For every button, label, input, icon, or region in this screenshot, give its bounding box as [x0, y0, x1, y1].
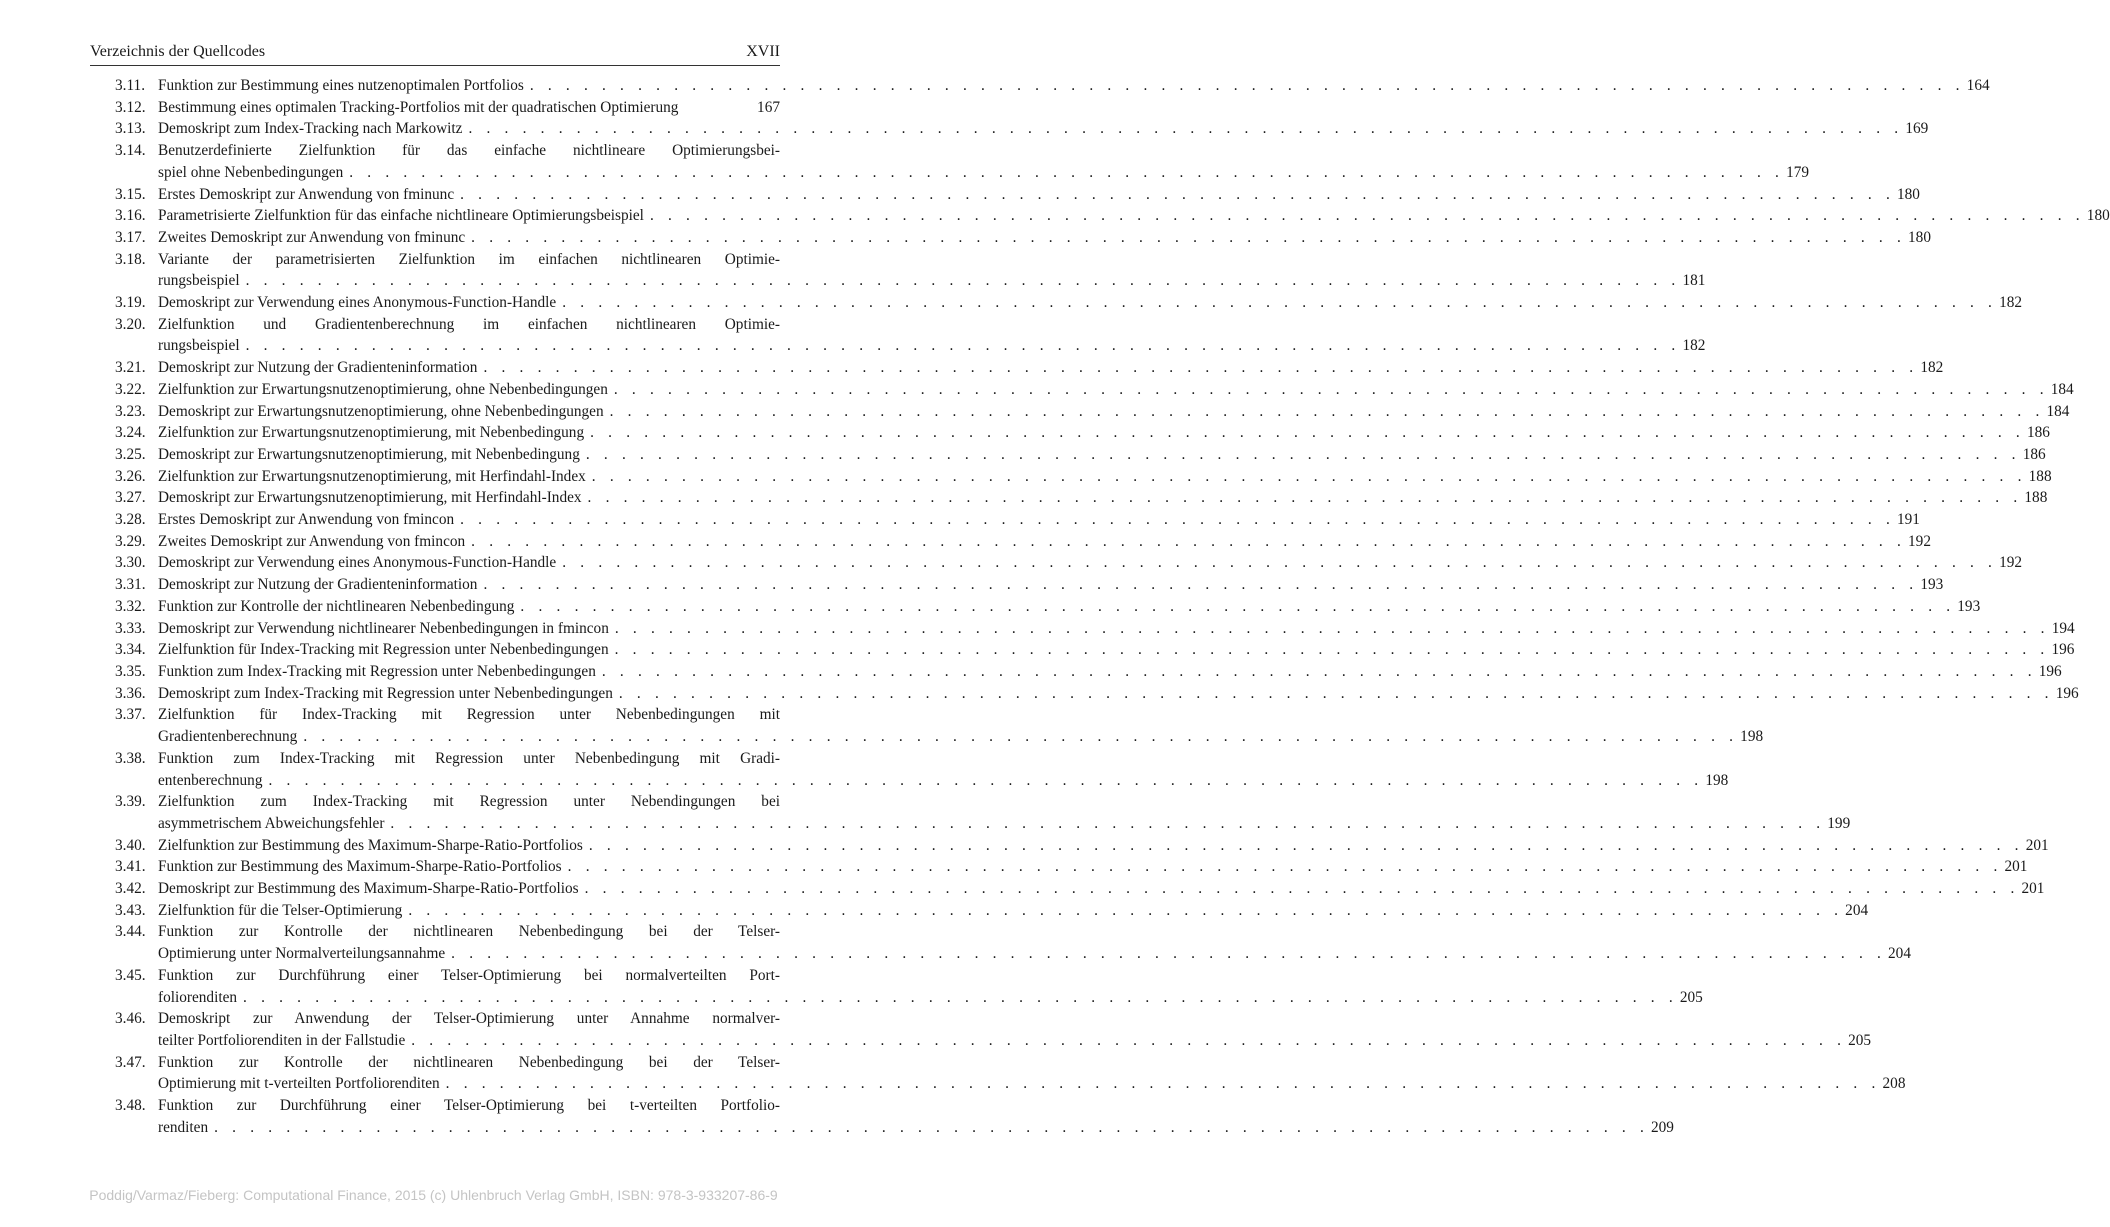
- entry-title: teilter Portfoliorenditen in der Fallstudie: [158, 1031, 406, 1049]
- entry-title: Funktion zur Bestimmung eines nutzenoptimalen Portfolios: [158, 77, 524, 94]
- entry-title: Erstes Demoskript zur Anwendung von fminunc: [158, 185, 455, 203]
- toc-entry[interactable]: [115, 965, 1703, 1008]
- dot-leader: . . . . . . . . . . . . . . . . . . . . . . . . . . . . . . . . . . . . . . . . . . . . . . . . . . . . . . . . . . . . . . . . . . . . . . . . . . . . . . . .: [471, 228, 1907, 246]
- entry-number: 3.27.: [115, 489, 146, 507]
- entry-page-number: 199: [1827, 814, 1851, 832]
- entry-number: 3.26.: [115, 467, 146, 485]
- entry-number: 3.48.: [115, 1097, 146, 1115]
- entry-number: 3.45.: [115, 966, 146, 984]
- entry-page-number: 169: [1905, 120, 1929, 138]
- dot-leader: . . . . . . . . . . . . . . . . . . . . . . . . . . . . . . . . . . . . . . . . . . . . . . . . . . . . . . . . . . . . . . . . . . . . . . . . . . . . . . . .: [471, 532, 1907, 550]
- toc-entry[interactable]: [115, 140, 1810, 183]
- dot-leader: . . . . . . . . . . . . . . . . . . . . . . . . . . . . . . . . . . . . . . . . . . . . . . . . . . . . . . . . . . . . . . . . . . . . . . . . . . . . . . . .: [349, 163, 1785, 181]
- page-number: XVII: [746, 43, 780, 60]
- toc-entry[interactable]: [115, 639, 2075, 661]
- entry-page-number: 205: [1679, 988, 1703, 1006]
- dot-leader: . . . . . . . . . . . . . . . . . . . . . . . . . . . . . . . . . . . . . . . . . . . . . . . . . . . . . . . . . . . . . . . . . . . . . . . . . . . . . . . .: [408, 901, 1844, 919]
- entry-title: Demoskript zur Nutzung der Gradienteninformation: [158, 359, 478, 377]
- entry-title: Funktion zur Durchführung einer Telser-Optimierung bei normalverteilten Port-: [158, 966, 780, 984]
- entry-title: Variante der parametrisierten Zielfunktion im einfachen nichtlinearen Optimie-: [158, 250, 780, 268]
- toc-entry[interactable]: [115, 357, 1944, 379]
- toc-entry[interactable]: [115, 618, 2075, 640]
- entry-page-number: 188: [2028, 467, 2052, 485]
- entry-title: Demoskript zur Verwendung eines Anonymous-Function-Handle: [158, 294, 557, 312]
- toc-entry[interactable]: [115, 118, 1929, 140]
- entry-number: 3.35.: [115, 662, 146, 680]
- dot-leader: . . . . . . . . . . . . . . . . . . . . . . . . . . . . . . . . . . . . . . . . . . . . . . . . . . . . . . . . . . . . . . . . . . . . . . . . . . . . . . . .: [584, 880, 2020, 898]
- dot-leader: . . . . . . . . . . . . . . . . . . . . . . . . . . . . . . . . . . . . . . . . . . . . . . . . . . . . . . . . . . . . . . . . . . . . . . . . . . . . . . . .: [411, 1031, 1847, 1049]
- toc-entry[interactable]: [115, 791, 1851, 834]
- dot-leader: . . . . . . . . . . . . . . . . . . . . . . . . . . . . . . . . . . . . . . . . . . . . . . . . . . . . . . . . . . . . . . . . . . . . . . . . . . . . . . . .: [268, 771, 1704, 789]
- entry-title: Zielfunktion für Index-Tracking mit Regression unter Nebenbedingungen: [158, 641, 609, 659]
- entry-title: Funktion zur Kontrolle der nichtlinearen Nebenbedingung bei der Telser-: [158, 1053, 780, 1071]
- dot-leader: . . . . . . . . . . . . . . . . . . . . . . . . . . . . . . . . . . . . . . . . . . . . . . . . . . . . . . . . . . . . . . . . . . . . . . . . . . . . . . . .: [390, 814, 1826, 832]
- entry-title: Parametrisierte Zielfunktion für das einfache nichtlineare Optimierungsbeispiel: [158, 207, 644, 225]
- toc-entry[interactable]: [115, 314, 1706, 357]
- dot-leader: . . . . . . . . . . . . . . . . . . . . . . . . . . . . . . . . . . . . . . . . . . . . . . . . . . . . . . . . . . . . . . . . . . . . . . . . . . . . . . . .: [590, 424, 2025, 442]
- toc-entry[interactable]: [115, 487, 2048, 509]
- entry-page-number: 186: [2022, 445, 2046, 463]
- toc-entry[interactable]: [115, 1095, 1674, 1138]
- entry-number: 3.34.: [115, 641, 146, 659]
- toc-entry[interactable]: [115, 401, 2070, 423]
- toc-entry[interactable]: [115, 921, 1911, 964]
- entry-page-number: 180: [1908, 228, 1931, 246]
- entry-number: 3.31.: [115, 576, 146, 594]
- entry-title: Zielfunktion zur Erwartungsnutzenoptimierung, ohne Nebenbedingungen: [158, 380, 608, 398]
- entry-number: 3.20.: [115, 315, 146, 333]
- toc-entry[interactable]: [115, 661, 2062, 683]
- entry-number: 3.42.: [115, 880, 146, 898]
- entry-page-number: 198: [1705, 771, 1729, 789]
- entry-page-number: 179: [1786, 163, 1810, 181]
- toc-entry[interactable]: [115, 574, 1944, 596]
- entry-number: 3.33.: [115, 619, 146, 637]
- entry-page-number: 198: [1740, 728, 1764, 746]
- entry-page-number: 209: [1650, 1118, 1674, 1136]
- entry-page-number: 201: [2025, 836, 2049, 854]
- entry-page-number: 205: [1848, 1031, 1872, 1049]
- entry-title: Zielfunktion und Gradientenberechnung im einfachen nichtlinearen Optimie-: [158, 315, 780, 333]
- entry-title: Demoskript zur Nutzung der Gradienteninformation: [158, 576, 478, 594]
- dot-leader: . . . . . . . . . . . . . . . . . . . . . . . . . . . . . . . . . . . . . . . . . . . . . . . . . . . . . . . . . . . . . . . . . . . . . . . . . . . . . . . .: [609, 402, 2045, 420]
- entry-title: Demoskript zur Erwartungsnutzenoptimierung, mit Herfindahl-Index: [158, 489, 582, 507]
- entry-number: 3.17.: [115, 228, 146, 246]
- dot-leader: . . . . . . . . . . . . . . . . . . . . . . . . . . . . . . . . . . . . . . . . . . . . . . . . . . . . . . . . . . . . . . . . . . . . . . . . . . . . . . . .: [214, 1118, 1649, 1136]
- entry-number: 3.21.: [115, 359, 146, 377]
- entry-number: 3.18.: [115, 250, 146, 268]
- entry-number: 3.38.: [115, 749, 146, 767]
- entry-number: 3.22.: [115, 380, 146, 398]
- entry-number: 3.39.: [115, 793, 146, 811]
- entry-page-number: 204: [1888, 945, 1911, 963]
- dot-leader: . . . . . . . . . . . . . . . . . . . . . . . . . . . . . . . . . . . . . . . . . . . . . . . . . . . . . . . . . . . . . . . . . . . . . . . . . . . . . . . .: [587, 489, 2023, 507]
- entry-number: 3.28.: [115, 511, 146, 529]
- dot-leader: . . . . . . . . . . . . . . . . . . . . . . . . . . . . . . . . . . . . . . . . . . . . . . . . . . . . . . . . . . . . . . . . . . . . . . . . . . . . . . . .: [618, 684, 2054, 702]
- entry-title: Funktion zum Index-Tracking mit Regression unter Nebenbedingung mit Gradi-: [158, 749, 780, 767]
- toc-entry[interactable]: [115, 683, 2079, 705]
- dot-leader: . . . . . . . . . . . . . . . . . . . . . . . . . . . . . . . . . . . . . . . . . . . . . . . . . . . . . . . . . . . . . . . . . . . . . . . . . . . . . . . .: [303, 728, 1739, 746]
- entry-number: 3.46.: [115, 1010, 146, 1028]
- toc-entry[interactable]: [115, 552, 2023, 574]
- entry-number: 3.15.: [115, 185, 146, 203]
- entry-number: 3.40.: [115, 836, 146, 854]
- entry-page-number: 192: [1999, 554, 2023, 572]
- entry-title: Demoskript zur Verwendung nichtlinearer Nebenbedingungen in fmincon: [158, 619, 609, 637]
- entry-number: 3.36.: [115, 684, 146, 702]
- entry-title: Zielfunktion für Index-Tracking mit Regression unter Nebenbedingungen mit: [158, 706, 780, 724]
- toc-entry[interactable]: [115, 444, 2046, 466]
- dot-leader: . . . . . . . . . . . . . . . . . . . . . . . . . . . . . . . . . . . . . . . . . . . . . . . . . . . . . . . . . . . . . . . . . . . . . . . . . . . . . . . .: [483, 359, 1919, 377]
- entry-title: Funktion zur Bestimmung des Maximum-Sharpe-Ratio-Portfolios: [158, 858, 562, 876]
- dot-leader: . . . . . . . . . . . . . . . . . . . . . . . . . . . . . . . . . . . . . . . . . . . . . . . . . . . . . . . . . . . . . . . . . . . . . . . . . . . . . . . .: [649, 207, 2085, 225]
- entry-number: 3.25.: [115, 445, 146, 463]
- entry-title: Zweites Demoskript zur Anwendung von fminunc: [158, 228, 466, 246]
- entry-title: Funktion zur Kontrolle der nichtlinearen Nebenbedingung bei der Telser-: [158, 923, 780, 941]
- dot-leader: . . . . . . . . . . . . . . . . . . . . . . . . . . . . . . . . . . . . . . . . . . . . . . . . . . . . . . . . . . . . . . . . . . . . . . . . . . . . . . . .: [614, 641, 2050, 659]
- entry-page-number: 184: [2046, 402, 2070, 420]
- entry-page-number: 180: [1896, 185, 1920, 203]
- entry-page-number: 191: [1896, 511, 1920, 529]
- dot-leader: . . . . . . . . . . . . . . . . . . . . . . . . . . . . . . . . . . . . . . . . . . . . . . . . . . . . . . . . . . . . . . . . . . . . . . . . . . . . . . . .: [562, 294, 1998, 312]
- entry-number: 3.16.: [115, 207, 146, 225]
- toc-entry[interactable]: [115, 596, 1981, 618]
- toc-entry[interactable]: [115, 531, 1931, 553]
- entry-title: Zielfunktion zum Index-Tracking mit Regression unter Nebendingungen bei: [158, 793, 780, 811]
- dot-leader: . . . . . . . . . . . . . . . . . . . . . . . . . . . . . . . . . . . . . . . . . . . . . . . . . . . . . . . . . . . . . . . . . . . . . . . . . . . . . . . .: [585, 445, 2021, 463]
- entry-page-number: 196: [2038, 662, 2062, 680]
- entry-title: Demoskript zur Erwartungsnutzenoptimierung, ohne Nebenbedingungen: [158, 402, 604, 420]
- entry-title: renditen: [158, 1118, 209, 1136]
- entry-page-number: 180: [2086, 207, 2110, 225]
- dot-leader: . . . . . . . . . . . . . . . . . . . . . . . . . . . . . . . . . . . . . . . . . . . . . . . . . . . . . . . . . . . . . . . . . . . . . . . . . . . . . . . .: [243, 988, 1678, 1006]
- entry-page-number: 201: [2021, 880, 2045, 898]
- toc-entry[interactable]: [115, 704, 1764, 747]
- entry-page-number: 204: [1845, 901, 1869, 919]
- entry-page-number: 182: [1682, 337, 1706, 355]
- dot-leader: . . . . . . . . . . . . . . . . . . . . . . . . . . . . . . . . . . . . . . . . . . . . . . . . . . . . . . . . . . . . . . . . . . . . . . . . . . . . . . . .: [614, 619, 2050, 637]
- entry-number: 3.37.: [115, 706, 146, 724]
- entry-page-number: 167: [757, 98, 780, 116]
- toc-entry[interactable]: [115, 227, 1931, 249]
- entry-title: Demoskript zum Index-Tracking mit Regression unter Nebenbedingungen: [158, 684, 613, 702]
- dot-leader: . . . . . . . . . . . . . . . . . . . . . . . . . . . . . . . . . . . . . . . . . . . . . . . . . . . . . . . . . . . . . . . . . . . . . . . . . . . . . . . .: [529, 77, 1965, 94]
- dot-leader: . . . . . . . . . . . . . . . . . . . . . . . . . . . . . . . . . . . . . . . . . . . . . . . . . . . . . . . . . . . . . . . . . . . . . . . . . . . . . . . .: [567, 858, 2003, 876]
- dot-leader: . . . . . . . . . . . . . . . . . . . . . . . . . . . . . . . . . . . . . . . . . . . . . . . . . . . . . . . . . . . . . . . . . . . . . . . . . . . . . . . .: [520, 597, 1956, 615]
- entry-page-number: 164: [1966, 77, 1990, 94]
- entry-title: Funktion zum Index-Tracking mit Regression unter Nebenbedingungen: [158, 662, 596, 680]
- entry-title: Zielfunktion zur Erwartungsnutzenoptimierung, mit Herfindahl-Index: [158, 467, 586, 485]
- toc-entry[interactable]: [115, 509, 1920, 531]
- toc-entry[interactable]: [115, 292, 2023, 314]
- toc-entry[interactable]: [115, 97, 780, 119]
- toc-entry[interactable]: [115, 205, 2110, 227]
- entry-page-number: 193: [1957, 597, 1981, 615]
- dot-leader: . . . . . . . . . . . . . . . . . . . . . . . . . . . . . . . . . . . . . . . . . . . . . . . . . . . . . . . . . . . . . . . . . . . . . . . . . . . . . . . .: [245, 272, 1681, 290]
- entry-page-number: 181: [1682, 272, 1706, 290]
- entry-title: Demoskript zum Index-Tracking nach Markowitz: [158, 120, 463, 138]
- dot-leader: . . . . . . . . . . . . . . . . . . . . . . . . . . . . . . . . . . . . . . . . . . . . . . . . . . . . . . . . . . . . . . . . . . . . . . . . . . . . . . . .: [588, 836, 2024, 854]
- dot-leader: . . . . . . . . . . . . . . . . . . . . . . . . . . . . . . . . . . . . . . . . . . . . . . . . . . . . . . . . . . . . . . . . . . . . . . . . . . . . . . . .: [460, 185, 1895, 203]
- dot-leader: . . . . . . . . . . . . . . . . . . . . . . . . . . . . . . . . . . . . . . . . . . . . . . . . . . . . . . . . . . . . . . . . . . . . . . . . . . . . . . . .: [601, 662, 2037, 680]
- dot-leader: . . . . . . . . . . . . . . . . . . . . . . . . . . . . . . . . . . . . . . . . . . . . . . . . . . . . . . . . . . . . . . . . . . . . . . . . . . . . . . . .: [460, 511, 1895, 529]
- running-header: [90, 43, 780, 66]
- entry-title: Zielfunktion zur Erwartungsnutzenoptimierung, mit Nebenbedingung: [158, 424, 585, 442]
- entry-page-number: 182: [1999, 294, 2023, 312]
- entry-page-number: 201: [2004, 858, 2028, 876]
- entry-number: 3.24.: [115, 424, 146, 442]
- toc-entry[interactable]: [115, 835, 2049, 857]
- entry-title: Zielfunktion für die Telser-Optimierung: [158, 901, 403, 919]
- entry-title: rungsbeispiel: [158, 272, 240, 290]
- entry-title: Optimierung mit t-verteilten Portfoliorenditen: [158, 1075, 440, 1093]
- entry-title: Funktion zur Durchführung einer Telser-Optimierung bei t-verteilten Portfolio-: [158, 1097, 780, 1115]
- entry-page-number: 194: [2051, 619, 2075, 637]
- entry-title: Zweites Demoskript zur Anwendung von fmincon: [158, 532, 466, 550]
- copyright-footer: Poddig/Varmaz/Fieberg: Computational Finance, 2015 (c) Uhlenbruch Verlag GmbH, ISBN: 978-3-933207-86-9: [89, 1187, 778, 1203]
- entry-page-number: 208: [1882, 1075, 1906, 1093]
- entry-number: 3.14.: [115, 142, 146, 160]
- dot-leader: . . . . . . . . . . . . . . . . . . . . . . . . . . . . . . . . . . . . . . . . . . . . . . . . . . . . . . . . . . . . . . . . . . . . . . . . . . . . . . . .: [245, 337, 1681, 355]
- dot-leader: . . . . . . . . . . . . . . . . . . . . . . . . . . . . . . . . . . . . . . . . . . . . . . . . . . . . . . . . . . . . . . . . . . . . . . . . . . . . . . . .: [483, 576, 1919, 594]
- entry-page-number: 193: [1920, 576, 1944, 594]
- entry-number: 3.43.: [115, 901, 146, 919]
- toc-entry[interactable]: [115, 422, 2050, 444]
- dot-leader: . . . . . . . . . . . . . . . . . . . . . . . . . . . . . . . . . . . . . . . . . . . . . . . . . . . . . . . . . . . . . . . . . . . . . . . . . . . . . . . .: [451, 945, 1887, 963]
- entry-title: Optimierung unter Normalverteilungsannahme: [158, 945, 446, 963]
- entry-title: Bestimmung eines optimalen Tracking-Portfolios mit der quadratischen Optimierung: [158, 98, 679, 116]
- toc-entry[interactable]: [115, 748, 1729, 791]
- toc-entry[interactable]: [115, 75, 1990, 97]
- entry-page-number: 182: [1920, 359, 1944, 377]
- entry-number: 3.41.: [115, 858, 146, 876]
- entry-page-number: 184: [2050, 380, 2074, 398]
- entry-page-number: 196: [2051, 641, 2075, 659]
- entry-title: Demoskript zur Verwendung eines Anonymous-Function-Handle: [158, 554, 557, 572]
- entry-number: 3.23.: [115, 402, 146, 420]
- entry-number: 3.44.: [115, 923, 146, 941]
- toc-entry[interactable]: [115, 184, 1920, 206]
- entry-number: 3.30.: [115, 554, 146, 572]
- entry-title: Erstes Demoskript zur Anwendung von fmincon: [158, 511, 455, 529]
- toc-entry[interactable]: [115, 878, 2045, 900]
- toc-entry[interactable]: [115, 856, 2028, 878]
- entry-page-number: 186: [2026, 424, 2050, 442]
- entry-title: Zielfunktion zur Bestimmung des Maximum-Sharpe-Ratio-Portfolios: [158, 836, 583, 854]
- dot-leader: . . . . . . . . . . . . . . . . . . . . . . . . . . . . . . . . . . . . . . . . . . . . . . . . . . . . . . . . . . . . . . . . . . . . . . . . . . . . . . . .: [613, 380, 2049, 398]
- toc-entry[interactable]: [115, 379, 2074, 401]
- entry-number: 3.19.: [115, 294, 146, 312]
- toc-entry[interactable]: [115, 249, 1706, 292]
- toc-entry[interactable]: [115, 466, 2052, 488]
- entry-page-number: 188: [2024, 489, 2048, 507]
- entry-number: 3.47.: [115, 1053, 146, 1071]
- entry-number: 3.29.: [115, 532, 146, 550]
- dot-leader: . . . . . . . . . . . . . . . . . . . . . . . . . . . . . . . . . . . . . . . . . . . . . . . . . . . . . . . . . . . . . . . . . . . . . . . . . . . . . . . .: [468, 120, 1904, 138]
- entry-title: entenberechnung: [158, 771, 263, 789]
- entry-title: Demoskript zur Bestimmung des Maximum-Sharpe-Ratio-Portfolios: [158, 880, 579, 898]
- entry-title: Benutzerdefinierte Zielfunktion für das einfache nichtlineare Optimierungsbei-: [158, 142, 780, 160]
- entry-title: asymmetrischem Abweichungsfehler: [158, 814, 385, 832]
- entry-title: spiel ohne Nebenbedingungen: [158, 163, 344, 181]
- toc-entry[interactable]: [115, 1052, 1906, 1095]
- entry-number: 3.11.: [115, 77, 146, 94]
- entry-number: 3.12.: [115, 98, 146, 116]
- entry-page-number: 196: [2055, 684, 2079, 702]
- running-header-title: Verzeichnis der Quellcodes: [90, 43, 266, 60]
- entry-title: Demoskript zur Anwendung der Telser-Optimierung unter Annahme normalver-: [158, 1010, 780, 1028]
- entry-title: Demoskript zur Erwartungsnutzenoptimierung, mit Nebenbedingung: [158, 445, 580, 463]
- entry-title: foliorenditen: [158, 988, 238, 1006]
- dot-leader: . . . . . . . . . . . . . . . . . . . . . . . . . . . . . . . . . . . . . . . . . . . . . . . . . . . . . . . . . . . . . . . . . . . . . . . . . . . . . . . .: [562, 554, 1998, 572]
- entry-title: Gradientenberechnung: [158, 728, 298, 746]
- entry-page-number: 192: [1908, 532, 1931, 550]
- toc-entry[interactable]: [115, 900, 1869, 922]
- dot-leader: . . . . . . . . . . . . . . . . . . . . . . . . . . . . . . . . . . . . . . . . . . . . . . . . . . . . . . . . . . . . . . . . . . . . . . . . . . . . . . . .: [445, 1075, 1881, 1093]
- entry-number: 3.13.: [115, 120, 146, 138]
- listing-index: [115, 75, 2110, 1138]
- entry-title: Funktion zur Kontrolle der nichtlinearen Nebenbedingung: [158, 597, 515, 615]
- entry-number: 3.32.: [115, 597, 146, 615]
- dot-leader: . . . . . . . . . . . . . . . . . . . . . . . . . . . . . . . . . . . . . . . . . . . . . . . . . . . . . . . . . . . . . . . . . . . . . . . . . . . . . . . .: [591, 467, 2027, 485]
- toc-entry[interactable]: [115, 1008, 1872, 1051]
- entry-title: rungsbeispiel: [158, 337, 240, 355]
